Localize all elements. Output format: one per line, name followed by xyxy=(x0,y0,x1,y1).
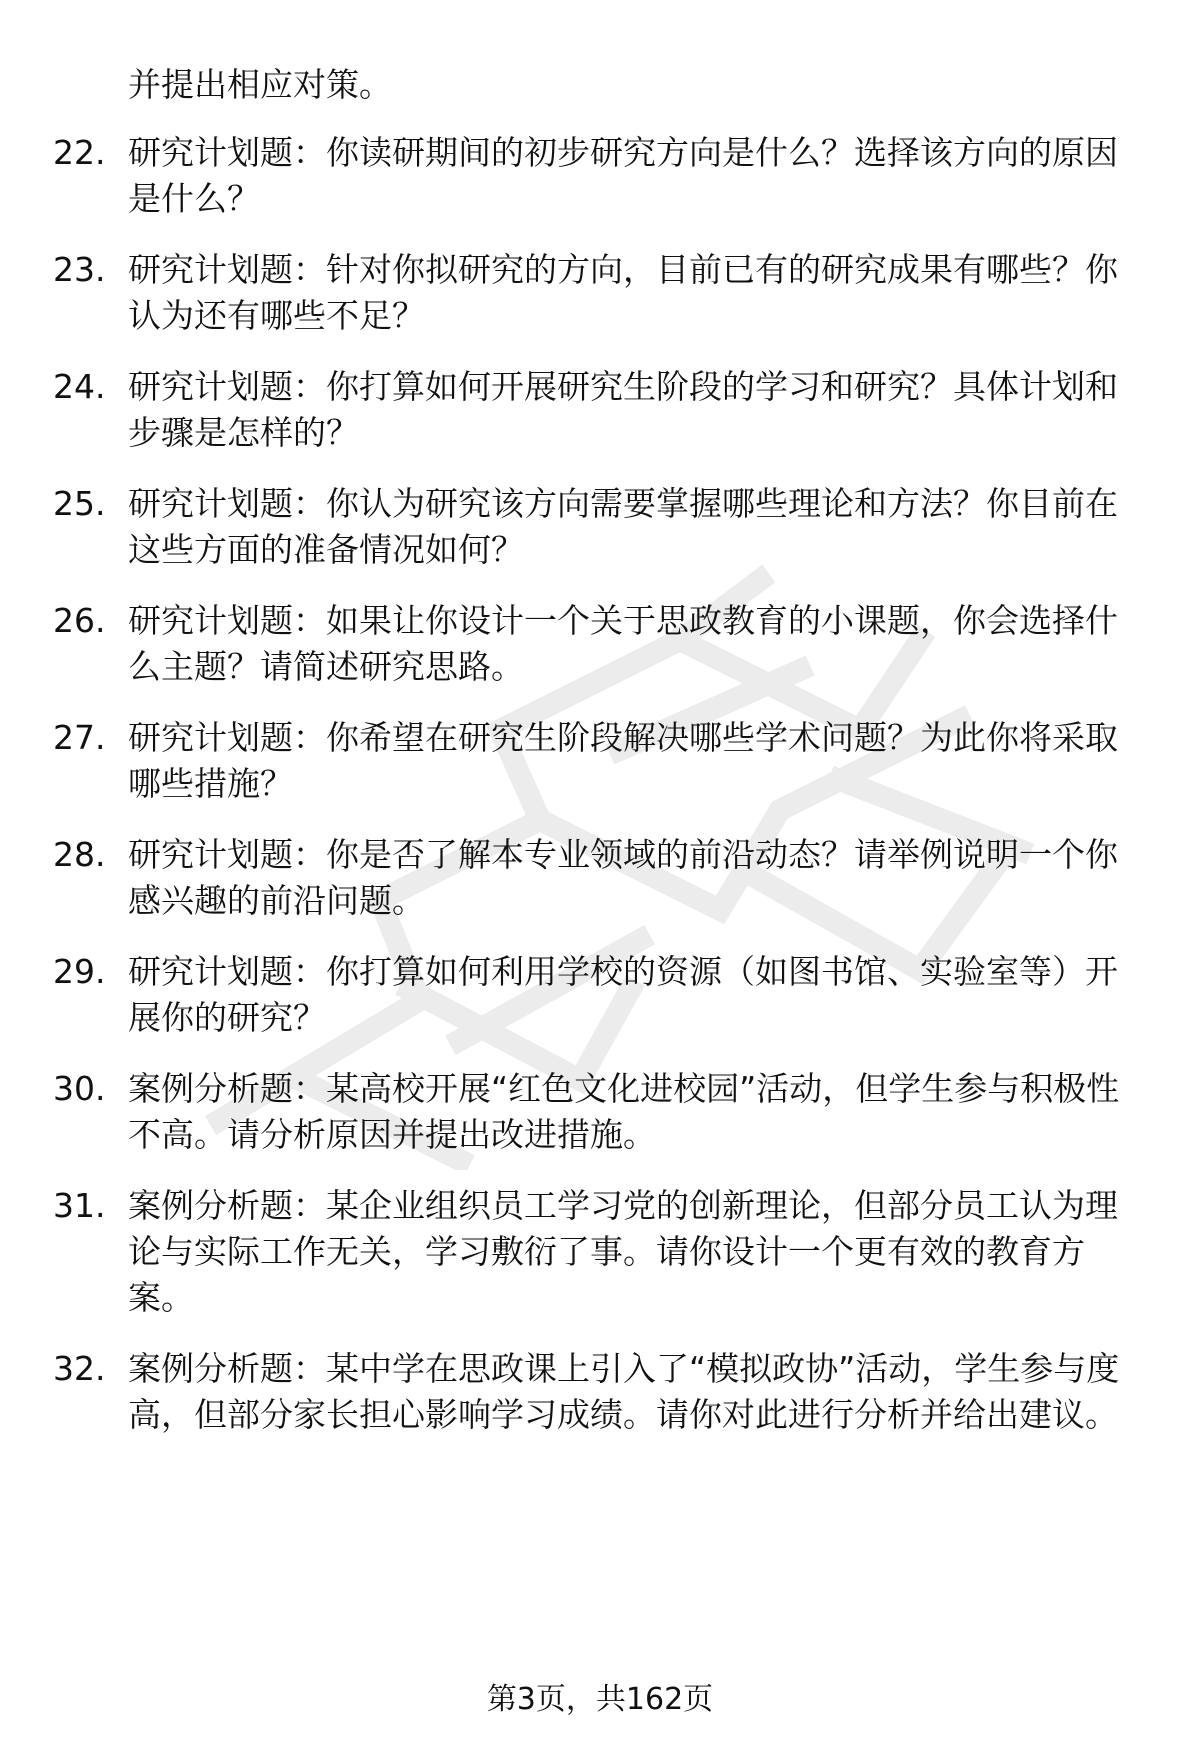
question-number: 31. xyxy=(53,1186,106,1225)
question-number: 30. xyxy=(53,1069,106,1108)
question-text: 研究计划题：针对你拟研究的方向，目前已有的研究成果有哪些？你认为还有哪些不足？ xyxy=(128,250,1118,335)
question-text: 案例分析题：某企业组织员工学习党的创新理论，但部分员工认为理论与实际工作无关，学习敷衍了事。请你设计一个更有效的教育方案。 xyxy=(128,1186,1118,1317)
question-number: 32. xyxy=(53,1349,106,1388)
question-number: 25. xyxy=(53,484,106,523)
question-text: 研究计划题：你希望在研究生阶段解决哪些学术问题？为此你将采取哪些措施？ xyxy=(128,718,1118,803)
question-text: 研究计划题：你是否了解本专业领域的前沿动态？请举例说明一个你感兴趣的前沿问题。 xyxy=(128,835,1118,920)
question-number: 24. xyxy=(53,367,106,406)
continuation-line: 并提出相应对策。 xyxy=(128,65,392,104)
question-text: 研究计划题：如果让你设计一个关于思政教育的小课题，你会选择什么主题？请简述研究思路。 xyxy=(128,601,1118,686)
question-number: 27. xyxy=(53,718,106,757)
question-text: 研究计划题：你认为研究该方向需要掌握哪些理论和方法？你目前在这些方面的准备情况如何？ xyxy=(128,484,1118,569)
question-number: 28. xyxy=(53,835,106,874)
page-footer: 第3页，共162页 xyxy=(486,1682,714,1717)
question-number: 29. xyxy=(53,952,106,991)
question-text: 研究计划题：你打算如何开展研究生阶段的学习和研究？具体计划和步骤是怎样的？ xyxy=(128,367,1118,452)
question-text: 案例分析题：某高校开展“红色文化进校园”活动，但学生参与积极性不高。请分析原因并提出改进措施。 xyxy=(128,1069,1120,1154)
question-text: 研究计划题：你打算如何利用学校的资源（如图书馆、实验室等）开展你的研究？ xyxy=(128,952,1118,1037)
question-number: 26. xyxy=(53,601,106,640)
question-number: 22. xyxy=(53,133,106,172)
question-text: 研究计划题：你读研期间的初步研究方向是什么？选择该方向的原因是什么？ xyxy=(128,133,1118,218)
question-number: 23. xyxy=(53,250,106,289)
question-text: 案例分析题：某中学在思政课上引入了“模拟政协”活动，学生参与度高，但部分家长担心影响学习成绩。请你对此进行分析并给出建议。 xyxy=(128,1349,1120,1434)
